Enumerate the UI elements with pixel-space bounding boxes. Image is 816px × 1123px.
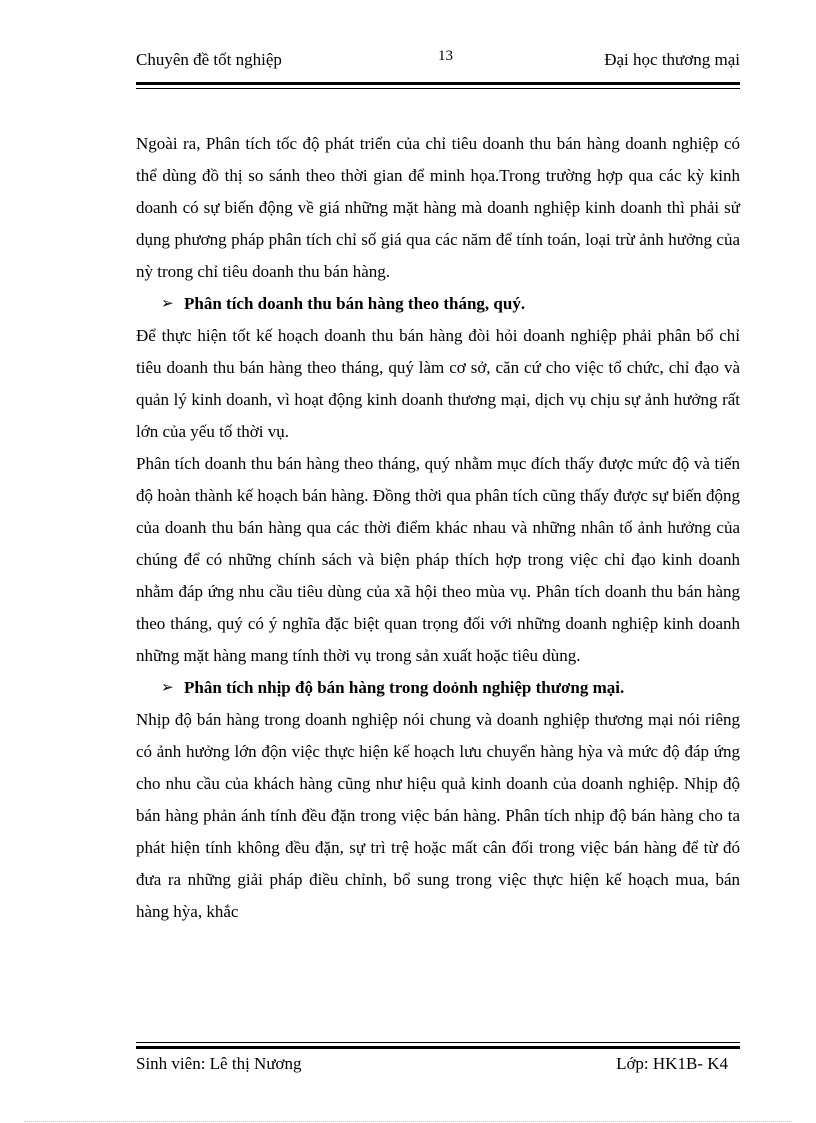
header-title-left: Chuyên đề tốt nghiệp bbox=[136, 50, 282, 69]
paragraph-2: Để thực hiện tốt kế hoạch doanh thu bán hàng đòi hỏi doanh nghiệp phải phân bổ chỉ tiêu doanh thu bán hàng theo tháng, quý làm cơ sở, căn cứ cho việc tổ chức, chỉ đạo và quản lý kinh doanh, vì hoạt động kinh doanh thương mại, dịch vụ chịu sự ảnh hưởng rất lớn của yếu tố thời vụ. bbox=[136, 326, 740, 441]
header-rule-thick bbox=[136, 82, 740, 85]
arrow-bullet-icon: ➢ bbox=[161, 680, 174, 696]
paragraph-1: Ngoài ra, Phân tích tốc độ phát triển của chỉ tiêu doanh thu bán hàng doanh nghiệp có thể dùng đồ thị so sánh theo thời gian để minh họa.Trong trường hợp qua các kỳ kinh doanh có sự biến động về giá những mặt hàng mà doanh nghiệp kinh doanh thì phải sử dụng phương pháp phân tích chỉ số giá qua các năm để tính toán, loại trừ ảnh hưởng của nỳ trong chỉ tiêu doanh thu bán hàng. bbox=[136, 134, 740, 281]
header-rule-thin bbox=[136, 88, 740, 89]
body-text bbox=[136, 128, 740, 928]
page-number: 13 bbox=[438, 48, 453, 64]
arrow-bullet-icon: ➢ bbox=[161, 296, 174, 312]
page-bottom-dotted-line bbox=[24, 1121, 792, 1122]
paragraph-3: Phân tích doanh thu bán hàng theo tháng, quý nhằm mục đích thấy được mức độ và tiến độ hoàn thành kế hoạch bán hàng. Đồng thời qua phân tích cũng thấy được sự biến động của doanh thu bán hàng qua các thời điểm khác nhau và những nhân tố ảnh hưởng của chúng để có những chính sách và biện pháp thích hợp trong việc chỉ đạo kinh doanh nhằm đáp ứng nhu cầu tiêu dùng của xã hội theo mùa vụ. Phân tích doanh thu bán hàng theo tháng, quý có ý nghĩa đặc biệt quan trọng đối với những doanh nghiệp kinh doanh những mặt hàng mang tính thời vụ trong sản xuất hoặc tiêu dùng. bbox=[136, 454, 740, 665]
page-header bbox=[136, 48, 740, 74]
footer-student: Sinh viên: Lê thị Nương bbox=[136, 1054, 302, 1073]
section-heading-1 bbox=[136, 288, 740, 320]
heading-text-2: Phân tích nhịp độ bán hàng trong doỏnh nghiệp thương mại. bbox=[184, 678, 625, 697]
header-title-right: Đại học thương mại bbox=[604, 50, 740, 69]
section-heading-2 bbox=[136, 672, 740, 704]
footer-rule-thick bbox=[136, 1046, 740, 1049]
footer-rule-thin bbox=[136, 1042, 740, 1043]
paragraph-4: Nhịp độ bán hàng trong doanh nghiệp nói chung và doanh nghiệp thương mại nói riêng có ảnh hưởng lớn độn việc thực hiện kế hoạch lưu chuyển hàng hỳa và mức độ đáp ứng cho nhu cầu của khách hàng cũng như hiệu quả kinh doanh của doanh nghiệp. Nhịp độ bán hàng phản ánh tính đều đặn trong việc bán hàng. Phân tích nhịp độ bán hàng cho ta phát hiện tính không đều đặn, sự trì trệ hoặc mất cân đối trong việc bán hàng để từ đó đưa ra những giải pháp điều chỉnh, bổ sung trong việc thực hiện kế hoạch mua, bán hàng hỳa, khắc bbox=[136, 710, 740, 921]
heading-text-1: Phân tích doanh thu bán hàng theo tháng, quý. bbox=[184, 294, 526, 313]
footer-class: Lớp: HK1B- K4 bbox=[616, 1054, 728, 1073]
